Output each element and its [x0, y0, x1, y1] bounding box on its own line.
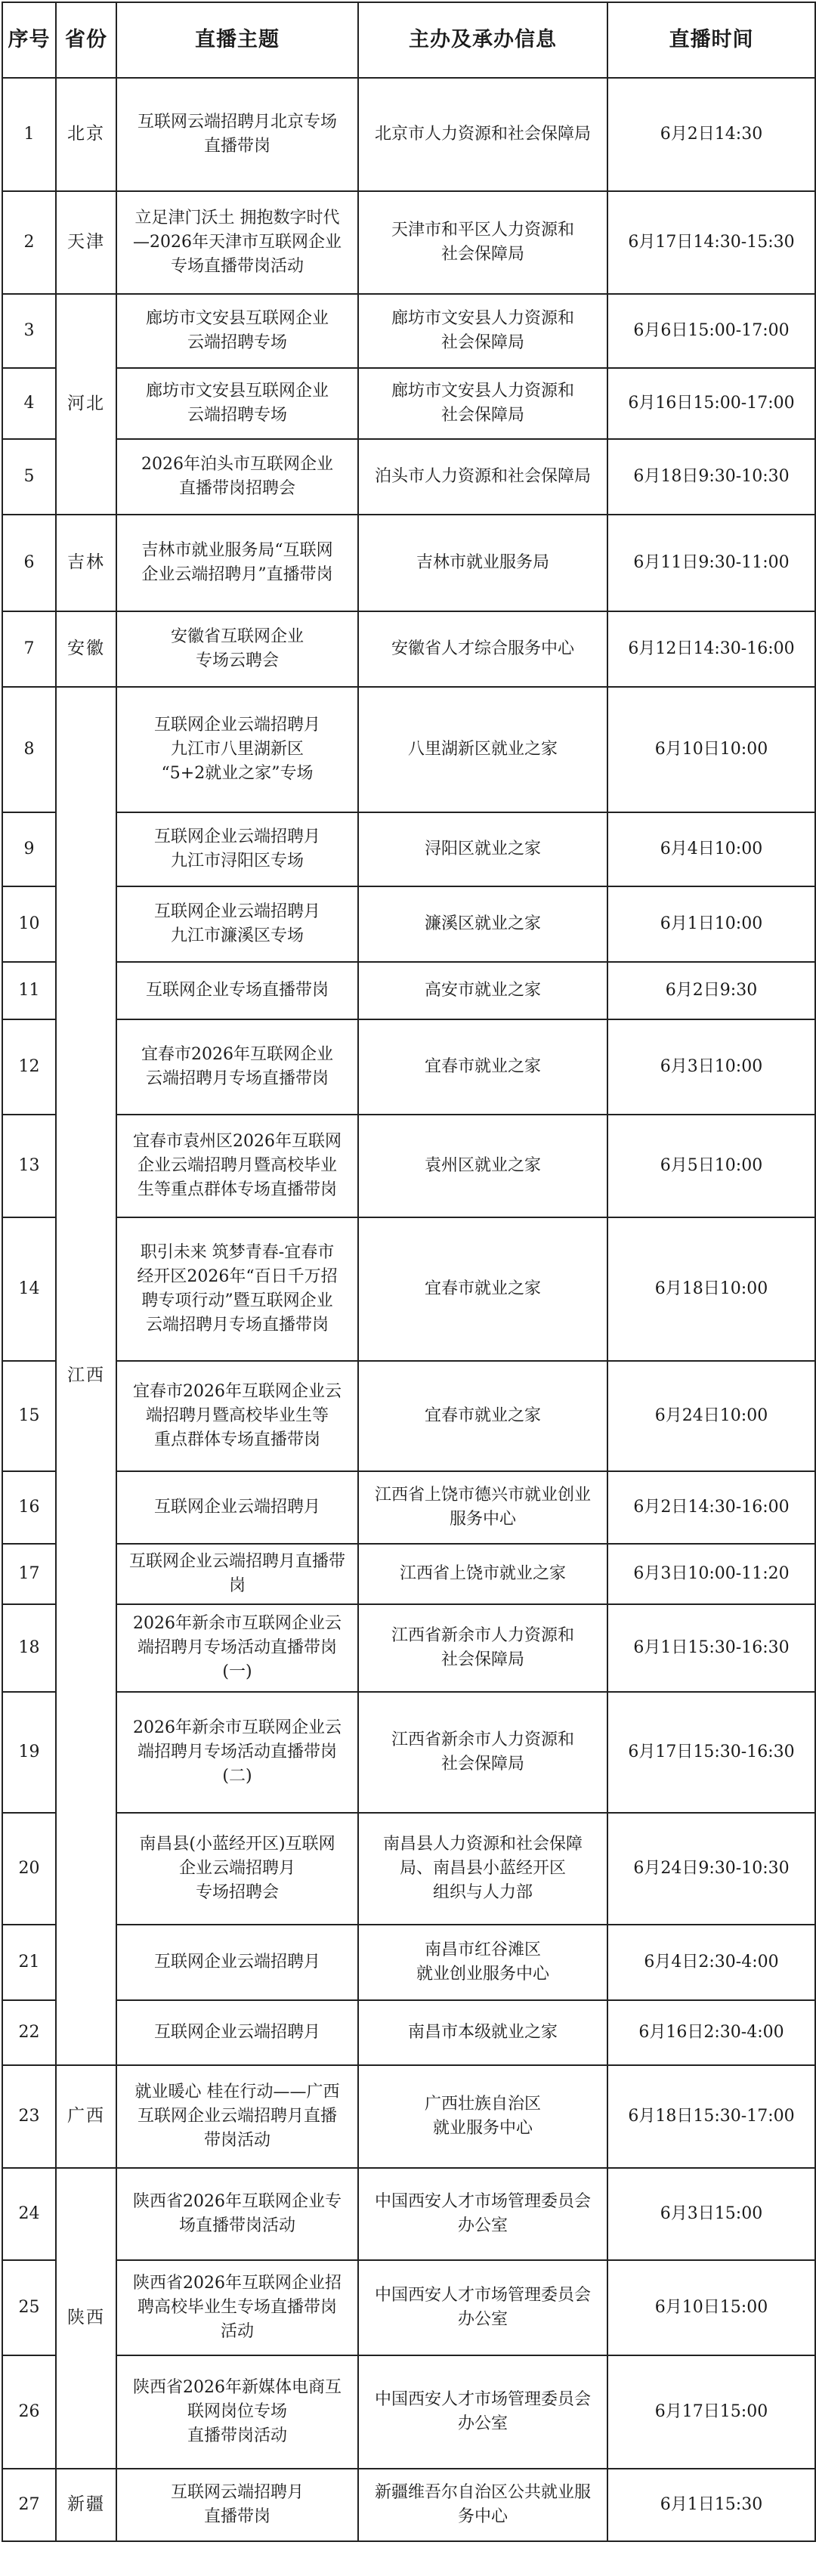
- topic-cell: 陕西省2026年互联网企业专 场直播带岗活动: [116, 2168, 358, 2260]
- table-row: [2, 1692, 815, 1813]
- table-row: [2, 2260, 815, 2355]
- topic-cell: 2026年新余市互联网企业云 端招聘月专场活动直播带岗 (二): [116, 1692, 358, 1813]
- time-cell: 6月10日10:00: [607, 687, 815, 812]
- time-cell: 6月4日10:00: [607, 812, 815, 886]
- time-cell: 6月11日9:30-11:00: [607, 515, 815, 611]
- topic-cell: 宜春市2026年互联网企业 云端招聘月专场直播带岗: [116, 1019, 358, 1115]
- row-index: 17: [2, 1544, 56, 1604]
- table-row: [2, 1925, 815, 2000]
- organizer-cell: 天津市和平区人力资源和 社会保障局: [358, 191, 607, 294]
- topic-cell: 立足津门沃土 拥抱数字时代 —2026年天津市互联网企业 专场直播带岗活动: [116, 191, 358, 294]
- row-index: 25: [2, 2260, 56, 2355]
- table-row: [2, 2469, 815, 2541]
- topic-cell: 互联网企业云端招聘月 九江市八里湖新区 “5+2就业之家”专场: [116, 687, 358, 812]
- topic-cell: 互联网企业专场直播带岗: [116, 962, 358, 1019]
- time-cell: 6月4日2:30-4:00: [607, 1925, 815, 2000]
- topic-cell: 互联网企业云端招聘月: [116, 1471, 358, 1544]
- province-cell: 安徽: [56, 611, 116, 687]
- row-index: 15: [2, 1361, 56, 1471]
- row-index: 6: [2, 515, 56, 611]
- time-cell: 6月3日10:00: [607, 1019, 815, 1115]
- topic-cell: 陕西省2026年互联网企业招 聘高校毕业生专场直播带岗 活动: [116, 2260, 358, 2355]
- province-cell: 新疆: [56, 2469, 116, 2541]
- table-header-row: [2, 2, 815, 78]
- organizer-cell: 北京市人力资源和社会保障局: [358, 78, 607, 191]
- organizer-cell: 广西壮族自治区 就业服务中心: [358, 2065, 607, 2168]
- organizer-cell: 宜春市就业之家: [358, 1019, 607, 1115]
- table-body: [2, 78, 815, 2541]
- time-cell: 6月2日9:30: [607, 962, 815, 1019]
- table-row: [2, 886, 815, 962]
- row-index: 1: [2, 78, 56, 191]
- row-index: 22: [2, 2000, 56, 2065]
- table-row: [2, 2065, 815, 2168]
- header-index: 序号: [2, 2, 56, 78]
- row-index: 3: [2, 294, 56, 368]
- topic-cell: 互联网企业云端招聘月直播带岗: [116, 1544, 358, 1604]
- table-row: [2, 1813, 815, 1925]
- organizer-cell: 江西省新余市人力资源和 社会保障局: [358, 1692, 607, 1813]
- topic-cell: 就业暖心 桂在行动——广西 互联网企业云端招聘月直播 带岗活动: [116, 2065, 358, 2168]
- table-row: [2, 962, 815, 1019]
- table-row: [2, 611, 815, 687]
- table-row: [2, 1019, 815, 1115]
- topic-cell: 陕西省2026年新媒体电商互 联网岗位专场 直播带岗活动: [116, 2355, 358, 2469]
- organizer-cell: 中国西安人才市场管理委员会 办公室: [358, 2355, 607, 2469]
- time-cell: 6月24日9:30-10:30: [607, 1813, 815, 1925]
- time-cell: 6月16日15:00-17:00: [607, 368, 815, 439]
- row-index: 14: [2, 1217, 56, 1361]
- row-index: 21: [2, 1925, 56, 2000]
- table-row: [2, 687, 815, 812]
- time-cell: 6月17日15:30-16:30: [607, 1692, 815, 1813]
- row-index: 24: [2, 2168, 56, 2260]
- table-row: [2, 1544, 815, 1604]
- organizer-cell: 南昌市红谷滩区 就业创业服务中心: [358, 1925, 607, 2000]
- organizer-cell: 江西省新余市人力资源和 社会保障局: [358, 1604, 607, 1692]
- row-index: 7: [2, 611, 56, 687]
- row-index: 10: [2, 886, 56, 962]
- time-cell: 6月16日2:30-4:00: [607, 2000, 815, 2065]
- row-index: 20: [2, 1813, 56, 1925]
- province-cell: 江西: [56, 687, 116, 2065]
- topic-cell: 互联网企业云端招聘月 九江市浔阳区专场: [116, 812, 358, 886]
- time-cell: 6月2日14:30: [607, 78, 815, 191]
- organizer-cell: 宜春市就业之家: [358, 1361, 607, 1471]
- time-cell: 6月18日9:30-10:30: [607, 439, 815, 515]
- table-row: [2, 191, 815, 294]
- row-index: 26: [2, 2355, 56, 2469]
- topic-cell: 南昌县(小蓝经开区)互联网 企业云端招聘月 专场招聘会: [116, 1813, 358, 1925]
- row-index: 4: [2, 368, 56, 439]
- row-index: 2: [2, 191, 56, 294]
- topic-cell: 互联网云端招聘月 直播带岗: [116, 2469, 358, 2541]
- organizer-cell: 新疆维吾尔自治区公共就业服 务中心: [358, 2469, 607, 2541]
- livestream-schedule-table: [2, 2, 816, 2542]
- row-index: 9: [2, 812, 56, 886]
- organizer-cell: 泊头市人力资源和社会保障局: [358, 439, 607, 515]
- table-row: [2, 812, 815, 886]
- time-cell: 6月1日10:00: [607, 886, 815, 962]
- organizer-cell: 安徽省人才综合服务中心: [358, 611, 607, 687]
- organizer-cell: 濂溪区就业之家: [358, 886, 607, 962]
- header-time: 直播时间: [607, 2, 815, 78]
- time-cell: 6月5日10:00: [607, 1115, 815, 1217]
- organizer-cell: 八里湖新区就业之家: [358, 687, 607, 812]
- organizer-cell: 浔阳区就业之家: [358, 812, 607, 886]
- time-cell: 6月18日10:00: [607, 1217, 815, 1361]
- table-row: [2, 294, 815, 368]
- organizer-cell: 袁州区就业之家: [358, 1115, 607, 1217]
- topic-cell: 吉林市就业服务局“互联网 企业云端招聘月”直播带岗: [116, 515, 358, 611]
- organizer-cell: 廊坊市文安县人力资源和 社会保障局: [358, 368, 607, 439]
- province-cell: 北京: [56, 78, 116, 191]
- row-index: 16: [2, 1471, 56, 1544]
- row-index: 8: [2, 687, 56, 812]
- organizer-cell: 中国西安人才市场管理委员会 办公室: [358, 2168, 607, 2260]
- organizer-cell: 江西省上饶市德兴市就业创业 服务中心: [358, 1471, 607, 1544]
- province-cell: 天津: [56, 191, 116, 294]
- province-cell: 吉林: [56, 515, 116, 611]
- table-row: [2, 439, 815, 515]
- row-index: 18: [2, 1604, 56, 1692]
- table-row: [2, 2355, 815, 2469]
- header-topic: 直播主题: [116, 2, 358, 78]
- organizer-cell: 宜春市就业之家: [358, 1217, 607, 1361]
- topic-cell: 互联网企业云端招聘月: [116, 2000, 358, 2065]
- header-province: 省份: [56, 2, 116, 78]
- time-cell: 6月24日10:00: [607, 1361, 815, 1471]
- topic-cell: 互联网企业云端招聘月 九江市濂溪区专场: [116, 886, 358, 962]
- time-cell: 6月12日14:30-16:00: [607, 611, 815, 687]
- organizer-cell: 廊坊市文安县人力资源和 社会保障局: [358, 294, 607, 368]
- row-index: 19: [2, 1692, 56, 1813]
- header-organizer: 主办及承办信息: [358, 2, 607, 78]
- row-index: 5: [2, 439, 56, 515]
- time-cell: 6月3日15:00: [607, 2168, 815, 2260]
- topic-cell: 互联网云端招聘月北京专场 直播带岗: [116, 78, 358, 191]
- topic-cell: 宜春市2026年互联网企业云 端招聘月暨高校毕业生等 重点群体专场直播带岗: [116, 1361, 358, 1471]
- row-index: 11: [2, 962, 56, 1019]
- table-row: [2, 1471, 815, 1544]
- organizer-cell: 江西省上饶市就业之家: [358, 1544, 607, 1604]
- time-cell: 6月1日15:30: [607, 2469, 815, 2541]
- topic-cell: 廊坊市文安县互联网企业 云端招聘专场: [116, 294, 358, 368]
- time-cell: 6月3日10:00-11:20: [607, 1544, 815, 1604]
- time-cell: 6月1日15:30-16:30: [607, 1604, 815, 1692]
- topic-cell: 宜春市袁州区2026年互联网 企业云端招聘月暨高校毕业 生等重点群体专场直播带岗: [116, 1115, 358, 1217]
- table-row: [2, 1115, 815, 1217]
- organizer-cell: 吉林市就业服务局: [358, 515, 607, 611]
- topic-cell: 互联网企业云端招聘月: [116, 1925, 358, 2000]
- table-row: [2, 2000, 815, 2065]
- province-cell: 河北: [56, 294, 116, 515]
- table-row: [2, 1217, 815, 1361]
- time-cell: 6月2日14:30-16:00: [607, 1471, 815, 1544]
- table-row: [2, 1604, 815, 1692]
- topic-cell: 廊坊市文安县互联网企业 云端招聘专场: [116, 368, 358, 439]
- table-row: [2, 2168, 815, 2260]
- organizer-cell: 高安市就业之家: [358, 962, 607, 1019]
- row-index: 12: [2, 1019, 56, 1115]
- table-row: [2, 368, 815, 439]
- time-cell: 6月17日14:30-15:30: [607, 191, 815, 294]
- topic-cell: 职引未来 筑梦青春-宜春市 经开区2026年“百日千万招 聘专项行动”暨互联网企业 云端招聘月专场直播带岗: [116, 1217, 358, 1361]
- row-index: 27: [2, 2469, 56, 2541]
- organizer-cell: 中国西安人才市场管理委员会 办公室: [358, 2260, 607, 2355]
- time-cell: 6月18日15:30-17:00: [607, 2065, 815, 2168]
- topic-cell: 2026年新余市互联网企业云 端招聘月专场活动直播带岗 (一): [116, 1604, 358, 1692]
- topic-cell: 安徽省互联网企业 专场云聘会: [116, 611, 358, 687]
- time-cell: 6月17日15:00: [607, 2355, 815, 2469]
- row-index: 23: [2, 2065, 56, 2168]
- time-cell: 6月6日15:00-17:00: [607, 294, 815, 368]
- topic-cell: 2026年泊头市互联网企业 直播带岗招聘会: [116, 439, 358, 515]
- table-row: [2, 78, 815, 191]
- province-cell: 广西: [56, 2065, 116, 2168]
- table-row: [2, 515, 815, 611]
- row-index: 13: [2, 1115, 56, 1217]
- organizer-cell: 南昌县人力资源和社会保障 局、南昌县小蓝经开区 组织与人力部: [358, 1813, 607, 1925]
- province-cell: 陕西: [56, 2168, 116, 2469]
- time-cell: 6月10日15:00: [607, 2260, 815, 2355]
- table-row: [2, 1361, 815, 1471]
- organizer-cell: 南昌市本级就业之家: [358, 2000, 607, 2065]
